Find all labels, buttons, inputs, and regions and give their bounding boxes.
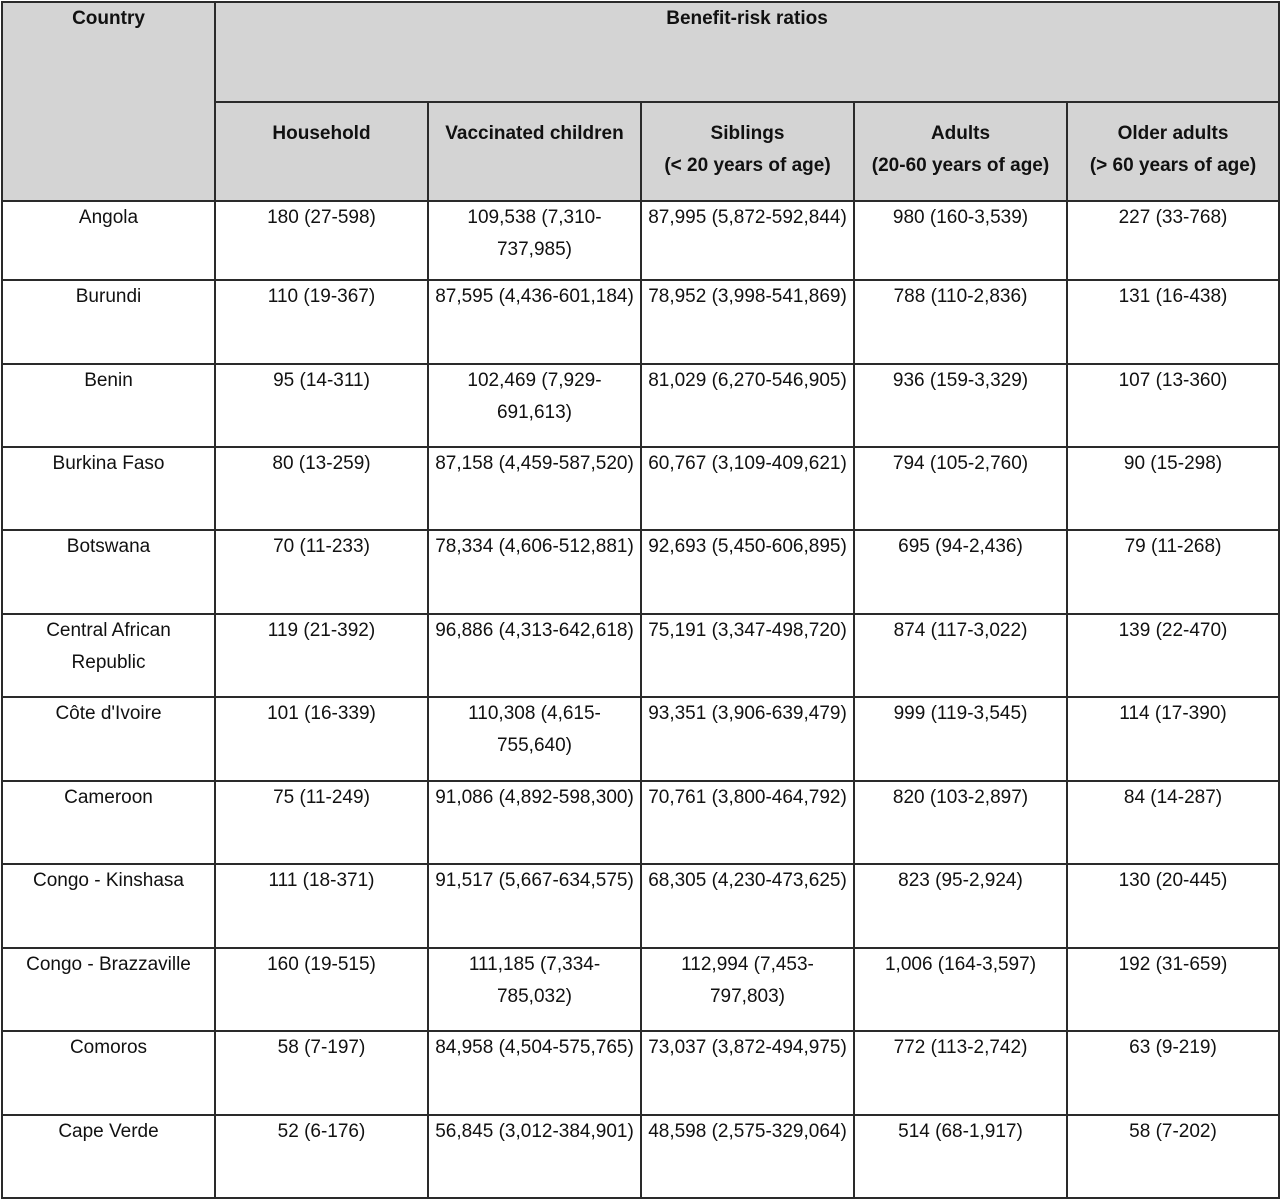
header-line1: Siblings	[710, 123, 785, 144]
vaccinated-children-cell: 110,308 (4,615-755,640)	[428, 697, 641, 780]
table-row	[2, 201, 1279, 280]
household-cell: 160 (19-515)	[215, 948, 428, 1031]
older-adults-cell: 139 (22-470)	[1067, 614, 1279, 697]
table-row	[2, 1031, 1279, 1114]
siblings-cell: 73,037 (3,872-494,975)	[641, 1031, 854, 1114]
siblings-cell: 48,598 (2,575-329,064)	[641, 1115, 854, 1199]
country-cell: Congo - Brazzaville	[2, 948, 215, 1031]
vaccinated-children-cell: 87,158 (4,459-587,520)	[428, 447, 641, 530]
siblings-cell: 75,191 (3,347-498,720)	[641, 614, 854, 697]
header-line1: Household	[272, 123, 371, 144]
table-row	[2, 948, 1279, 1031]
older-adults-column-header	[1067, 102, 1279, 201]
household-cell: 180 (27-598)	[215, 201, 428, 280]
siblings-cell: 93,351 (3,906-639,479)	[641, 697, 854, 780]
country-column-header: Country	[2, 2, 215, 201]
header-line1: Older adults	[1117, 123, 1229, 144]
country-cell: Cape Verde	[2, 1115, 215, 1199]
table-row	[2, 781, 1279, 864]
household-cell: 80 (13-259)	[215, 447, 428, 530]
country-cell: Botswana	[2, 530, 215, 613]
adults-cell: 980 (160-3,539)	[854, 201, 1067, 280]
country-cell: Cameroon	[2, 781, 215, 864]
older-adults-cell: 90 (15-298)	[1067, 447, 1279, 530]
vaccinated-children-cell: 109,538 (7,310-737,985)	[428, 201, 641, 280]
table-body	[2, 201, 1279, 1198]
benefit-risk-table	[1, 1, 1280, 1199]
household-cell: 110 (19-367)	[215, 280, 428, 363]
household-cell: 75 (11-249)	[215, 781, 428, 864]
siblings-cell: 70,761 (3,800-464,792)	[641, 781, 854, 864]
vaccinated-children-cell: 78,334 (4,606-512,881)	[428, 530, 641, 613]
adults-cell: 936 (159-3,329)	[854, 364, 1067, 447]
older-adults-cell: 58 (7-202)	[1067, 1115, 1279, 1199]
older-adults-cell: 131 (16-438)	[1067, 280, 1279, 363]
country-cell: Burkina Faso	[2, 447, 215, 530]
siblings-cell: 112,994 (7,453-797,803)	[641, 948, 854, 1031]
household-cell: 95 (14-311)	[215, 364, 428, 447]
older-adults-cell: 130 (20-445)	[1067, 864, 1279, 947]
country-cell: Comoros	[2, 1031, 215, 1114]
adults-cell: 823 (95-2,924)	[854, 864, 1067, 947]
country-cell: Central African Republic	[2, 614, 215, 697]
table-row	[2, 364, 1279, 447]
adults-cell: 1,006 (164-3,597)	[854, 948, 1067, 1031]
household-cell: 52 (6-176)	[215, 1115, 428, 1199]
household-column-header	[215, 102, 428, 201]
older-adults-cell: 192 (31-659)	[1067, 948, 1279, 1031]
header-line1: Vaccinated children	[445, 123, 624, 144]
household-cell: 119 (21-392)	[215, 614, 428, 697]
adults-column-header	[854, 102, 1067, 201]
table-row	[2, 447, 1279, 530]
country-cell: Congo - Kinshasa	[2, 864, 215, 947]
siblings-column-header	[641, 102, 854, 201]
adults-cell: 772 (113-2,742)	[854, 1031, 1067, 1114]
adults-cell: 874 (117-3,022)	[854, 614, 1067, 697]
table-row	[2, 697, 1279, 780]
table-row	[2, 1115, 1279, 1199]
table-row	[2, 864, 1279, 947]
table-row	[2, 280, 1279, 363]
vaccinated-children-cell: 91,086 (4,892-598,300)	[428, 781, 641, 864]
adults-cell: 514 (68-1,917)	[854, 1115, 1067, 1199]
vaccinated-children-cell: 56,845 (3,012-384,901)	[428, 1115, 641, 1199]
country-cell: Côte d'Ivoire	[2, 697, 215, 780]
older-adults-cell: 227 (33-768)	[1067, 201, 1279, 280]
adults-cell: 788 (110-2,836)	[854, 280, 1067, 363]
adults-cell: 999 (119-3,545)	[854, 697, 1067, 780]
header-row-group	[2, 2, 1279, 102]
vaccinated-children-cell: 84,958 (4,504-575,765)	[428, 1031, 641, 1114]
header-line2: (20-60 years of age)	[871, 155, 1050, 176]
adults-cell: 820 (103-2,897)	[854, 781, 1067, 864]
vaccinated-children-cell: 102,469 (7,929-691,613)	[428, 364, 641, 447]
table-row	[2, 530, 1279, 613]
country-cell: Burundi	[2, 280, 215, 363]
siblings-cell: 68,305 (4,230-473,625)	[641, 864, 854, 947]
siblings-cell: 92,693 (5,450-606,895)	[641, 530, 854, 613]
country-cell: Benin	[2, 364, 215, 447]
adults-cell: 794 (105-2,760)	[854, 447, 1067, 530]
header-line2: (< 20 years of age)	[664, 155, 831, 176]
older-adults-cell: 114 (17-390)	[1067, 697, 1279, 780]
country-cell: Angola	[2, 201, 215, 280]
table-header	[2, 2, 1279, 201]
siblings-cell: 60,767 (3,109-409,621)	[641, 447, 854, 530]
siblings-cell: 81,029 (6,270-546,905)	[641, 364, 854, 447]
older-adults-cell: 79 (11-268)	[1067, 530, 1279, 613]
household-cell: 101 (16-339)	[215, 697, 428, 780]
older-adults-cell: 84 (14-287)	[1067, 781, 1279, 864]
vaccinated-children-cell: 87,595 (4,436-601,184)	[428, 280, 641, 363]
household-cell: 111 (18-371)	[215, 864, 428, 947]
vaccinated-children-column-header	[428, 102, 641, 201]
household-cell: 58 (7-197)	[215, 1031, 428, 1114]
table-row	[2, 614, 1279, 697]
siblings-cell: 78,952 (3,998-541,869)	[641, 280, 854, 363]
older-adults-cell: 63 (9-219)	[1067, 1031, 1279, 1114]
siblings-cell: 87,995 (5,872-592,844)	[641, 201, 854, 280]
header-line2: (> 60 years of age)	[1089, 155, 1257, 176]
older-adults-cell: 107 (13-360)	[1067, 364, 1279, 447]
vaccinated-children-cell: 111,185 (7,334-785,032)	[428, 948, 641, 1031]
household-cell: 70 (11-233)	[215, 530, 428, 613]
vaccinated-children-cell: 96,886 (4,313-642,618)	[428, 614, 641, 697]
vaccinated-children-cell: 91,517 (5,667-634,575)	[428, 864, 641, 947]
adults-cell: 695 (94-2,436)	[854, 530, 1067, 613]
header-line1: Adults	[930, 123, 991, 144]
benefit-risk-group-header: Benefit-risk ratios	[215, 2, 1279, 102]
